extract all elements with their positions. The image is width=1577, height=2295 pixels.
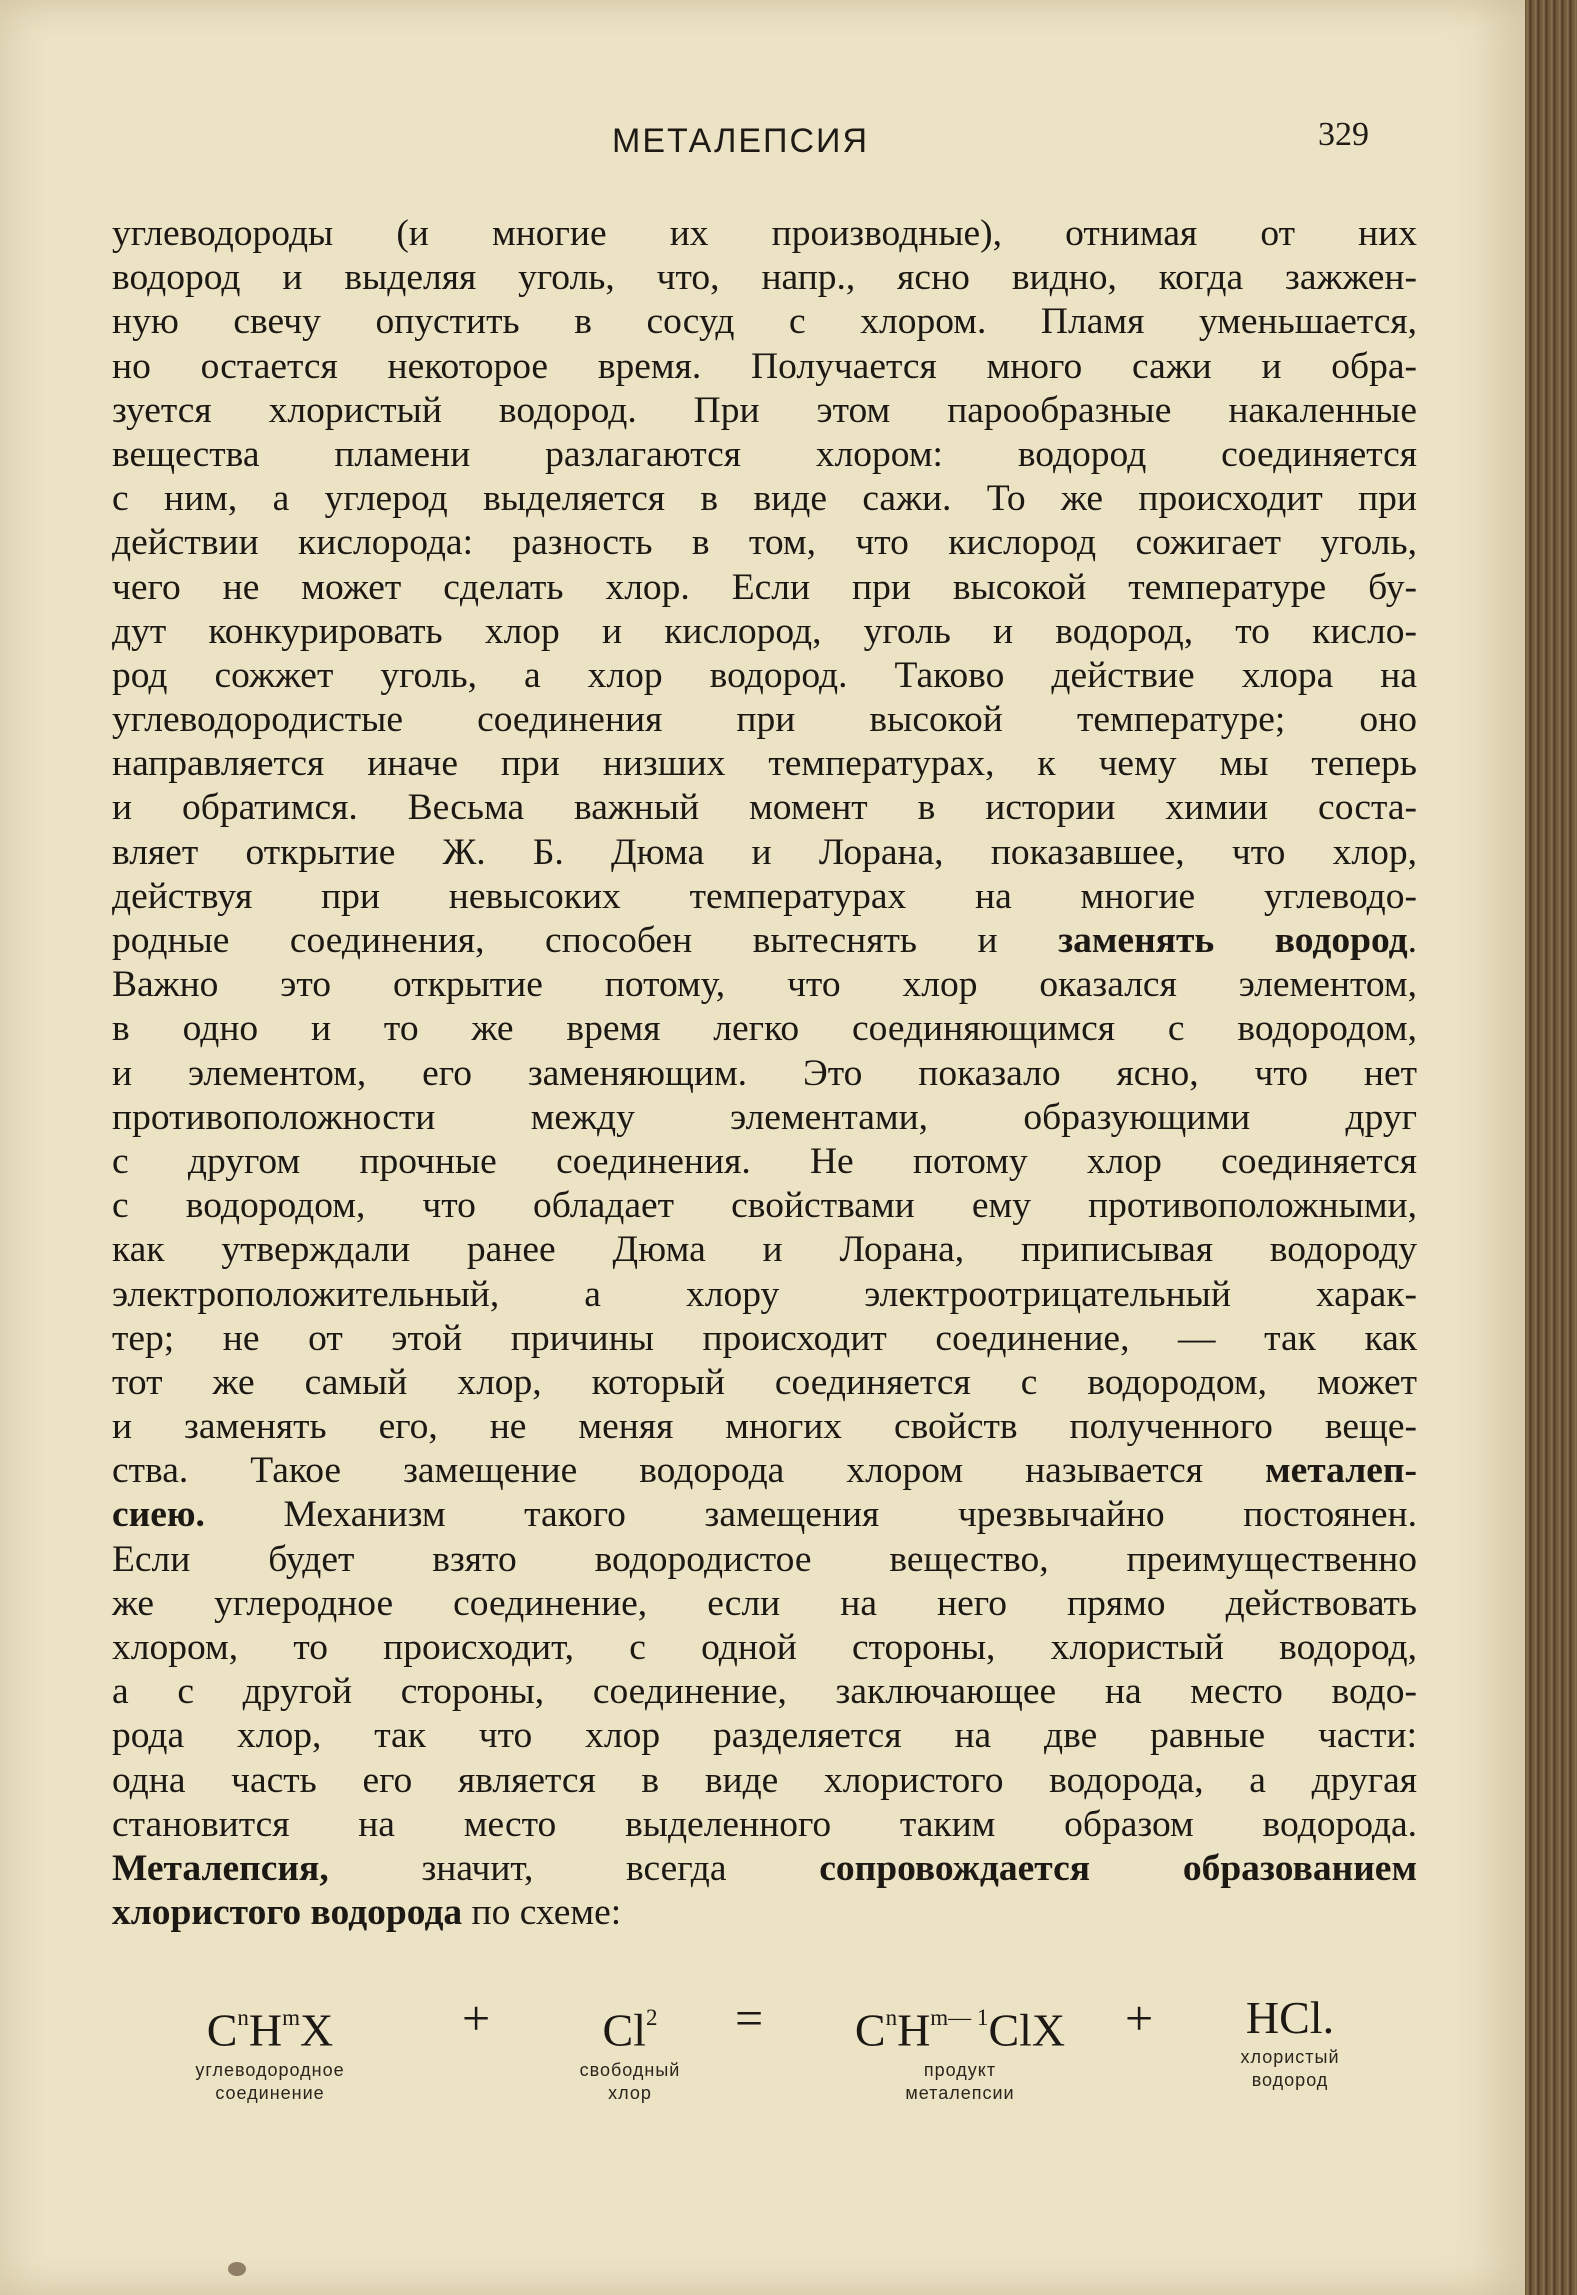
text-run: и элементом, его заменяющим. Это показало ясно, что нет [112, 1052, 1417, 1094]
text-line [112, 1140, 1417, 1184]
text-run: . [1407, 920, 1417, 961]
text-run: же углеродное соединение, если на него прямо действовать [112, 1582, 1417, 1624]
text-line [112, 1714, 1417, 1758]
text-line [112, 433, 1417, 477]
text-run: как утверждали ранее Дюма и Лорана, приписывая водороду [112, 1229, 1417, 1271]
text-line [112, 300, 1417, 344]
bold-term: сопровождается образованием [819, 1847, 1417, 1889]
text-line [112, 566, 1417, 610]
text-run: тот же самый хлор, который соединяется с водородом, может [112, 1361, 1417, 1403]
text-line [112, 1538, 1417, 1582]
text-line [112, 654, 1417, 698]
text-line [112, 1582, 1417, 1626]
text-line [112, 477, 1417, 521]
text-line [112, 256, 1417, 300]
text-line [112, 521, 1417, 565]
caption-product: продукт металепсии [905, 2059, 1015, 2103]
scheme-term-product [810, 1990, 1110, 2105]
text-run: противоположности между элементами, образующими друг [112, 1096, 1417, 1138]
text-line [112, 698, 1417, 742]
text-run: действуя при невысоких температурах на многие углеводо- [112, 875, 1417, 917]
text-line [112, 1184, 1417, 1228]
text-run: и обратимся. Весьма важный момент в истории химии соста- [112, 787, 1417, 829]
text-line [112, 1228, 1417, 1272]
text-run: по схеме: [462, 1892, 622, 1934]
text-run: но остается некоторое время. Получается много сажи и обра- [112, 345, 1417, 387]
text-run: ную свечу опустить в сосуд с хлором. Пламя уменьшается, [112, 301, 1417, 343]
text-run: ства. Такое замещение водорода хлором называется [112, 1450, 1266, 1492]
text-run: зуется хлористый водород. При этом парообразные накаленные [112, 389, 1417, 431]
text-line [112, 1626, 1417, 1670]
text-line [112, 1891, 1417, 1935]
text-line [112, 1052, 1417, 1096]
text-run: вляет открытие Ж. Б. Дюма и Лорана, показавшее, что хлор, [112, 831, 1417, 873]
bold-term: металеп- [1265, 1450, 1417, 1492]
text-run: становится на место выделенного таким образом водорода. [112, 1803, 1417, 1845]
running-head: МЕТАЛЕПСИЯ [612, 122, 870, 160]
equals-sign: = [735, 1990, 764, 2046]
body-text [112, 212, 1417, 1935]
text-run: с ним, а углерод выделяется в виде сажи. То же происходит при [112, 478, 1417, 520]
text-line [112, 963, 1417, 1007]
text-line [112, 1803, 1417, 1847]
text-line [112, 1670, 1417, 1714]
text-run: с водородом, что обладает свойствами ему противоположными, [112, 1185, 1417, 1227]
formula-chlorine: Cl$^2$ [602, 2004, 658, 2056]
text-run: рода хлор, так что хлор разделяется на две равные части: [112, 1715, 1417, 1757]
text-run: чего не может сделать хлор. Если при высокой температуре бу- [112, 566, 1417, 608]
text-line [112, 389, 1417, 433]
text-line [112, 610, 1417, 654]
text-line [112, 1317, 1417, 1361]
bold-term: Металепсия, [112, 1847, 329, 1889]
text-line [112, 345, 1417, 389]
text-line [112, 1405, 1417, 1449]
bold-term: хлористого водорода [112, 1892, 463, 1934]
text-run: Важно это открытие потому, что хлор оказался элементом, [112, 964, 1417, 1006]
page-number: 329 [1318, 116, 1369, 153]
ink-blot [228, 2262, 246, 2276]
text-run: и заменять его, не меняя многих свойств полученного веще- [112, 1406, 1417, 1448]
text-run: род сожжет уголь, а хлор водород. Таково действие хлора на [112, 654, 1417, 696]
text-run: в одно и то же время легко соединяющимся с водородом, [112, 1008, 1417, 1050]
text-run: одна часть его является в виде хлористого водорода, а другая [112, 1759, 1417, 1801]
text-line [112, 1273, 1417, 1317]
text-run: действии кислорода: разность в том, что кислород сожигает уголь, [112, 522, 1417, 564]
text-run: Если будет взято водородистое вещество, преимущественно [112, 1538, 1417, 1580]
scheme-term-chlorine [550, 1990, 710, 2105]
formula-hydrogen-chloride: HCl. [1245, 1992, 1335, 2043]
text-run: хлором, то происходит, с одной стороны, хлористый водород, [112, 1627, 1417, 1668]
text-line [112, 1847, 1417, 1891]
text-run: а с другой стороны, соединение, заключающее на место водо- [112, 1671, 1417, 1713]
caption-hydrocarbon: углеводородное соединение [195, 2059, 345, 2103]
text-line [112, 919, 1417, 963]
text-run: направляется иначе при низших температурах, к чему мы теперь [112, 743, 1417, 785]
plus-sign: + [1125, 1990, 1154, 2046]
scheme-term-hydrocarbon [150, 1990, 390, 2105]
page-header [0, 110, 1525, 170]
text-run: Механизм такого замещения чрезвычайно постоянен. [204, 1494, 1417, 1536]
bold-term: заменять водород [1058, 920, 1408, 961]
text-run: с другом прочные соединения. Не потому хлор соединяется [112, 1140, 1417, 1182]
text-run: родные соединения, способен вытеснять и [112, 920, 1059, 961]
text-run: дут конкурировать хлор и кислород, уголь и водород, то кисло- [112, 610, 1417, 652]
caption-hydrogen-chloride: хлористый водород [1240, 2047, 1340, 2090]
text-run: вещества пламени разлагаются хлором: водород соединяется [112, 433, 1417, 475]
text-run: значит, всегда [328, 1847, 820, 1889]
text-line [112, 875, 1417, 919]
text-line [112, 1361, 1417, 1405]
reaction-scheme [150, 1990, 1430, 2130]
text-line [112, 786, 1417, 830]
text-line [112, 742, 1417, 786]
formula-hydrocarbon: $C^nH^mX$ [206, 2004, 334, 2056]
text-run: тер; не от этой причины происходит соединение, — так как [112, 1317, 1417, 1359]
text-line [112, 1096, 1417, 1140]
text-line [112, 831, 1417, 875]
formula-product: $C^nH^{m— 1}ClX$ [854, 2004, 1066, 2056]
text-run: углеводородистые соединения при высокой температуре; оно [112, 699, 1417, 741]
text-run: водород и выделяя уголь, что, напр., ясно видно, когда зажжен- [112, 257, 1417, 299]
scheme-term-hydrogen-chloride [1190, 1990, 1390, 2092]
text-line [112, 1493, 1417, 1537]
caption-chlorine: свободный хлор [579, 2059, 681, 2103]
text-line [112, 1759, 1417, 1803]
text-line [112, 1007, 1417, 1051]
text-line [112, 212, 1417, 256]
text-run: электроположительный, а хлору электроотрицательный харак- [112, 1273, 1417, 1315]
text-run: углеводороды (и многие их производные), отнимая от них [112, 213, 1417, 254]
bold-term: сиею. [112, 1494, 205, 1536]
text-line [112, 1449, 1417, 1493]
plus-sign: + [462, 1990, 491, 2046]
book-page-edges [1525, 0, 1577, 2295]
